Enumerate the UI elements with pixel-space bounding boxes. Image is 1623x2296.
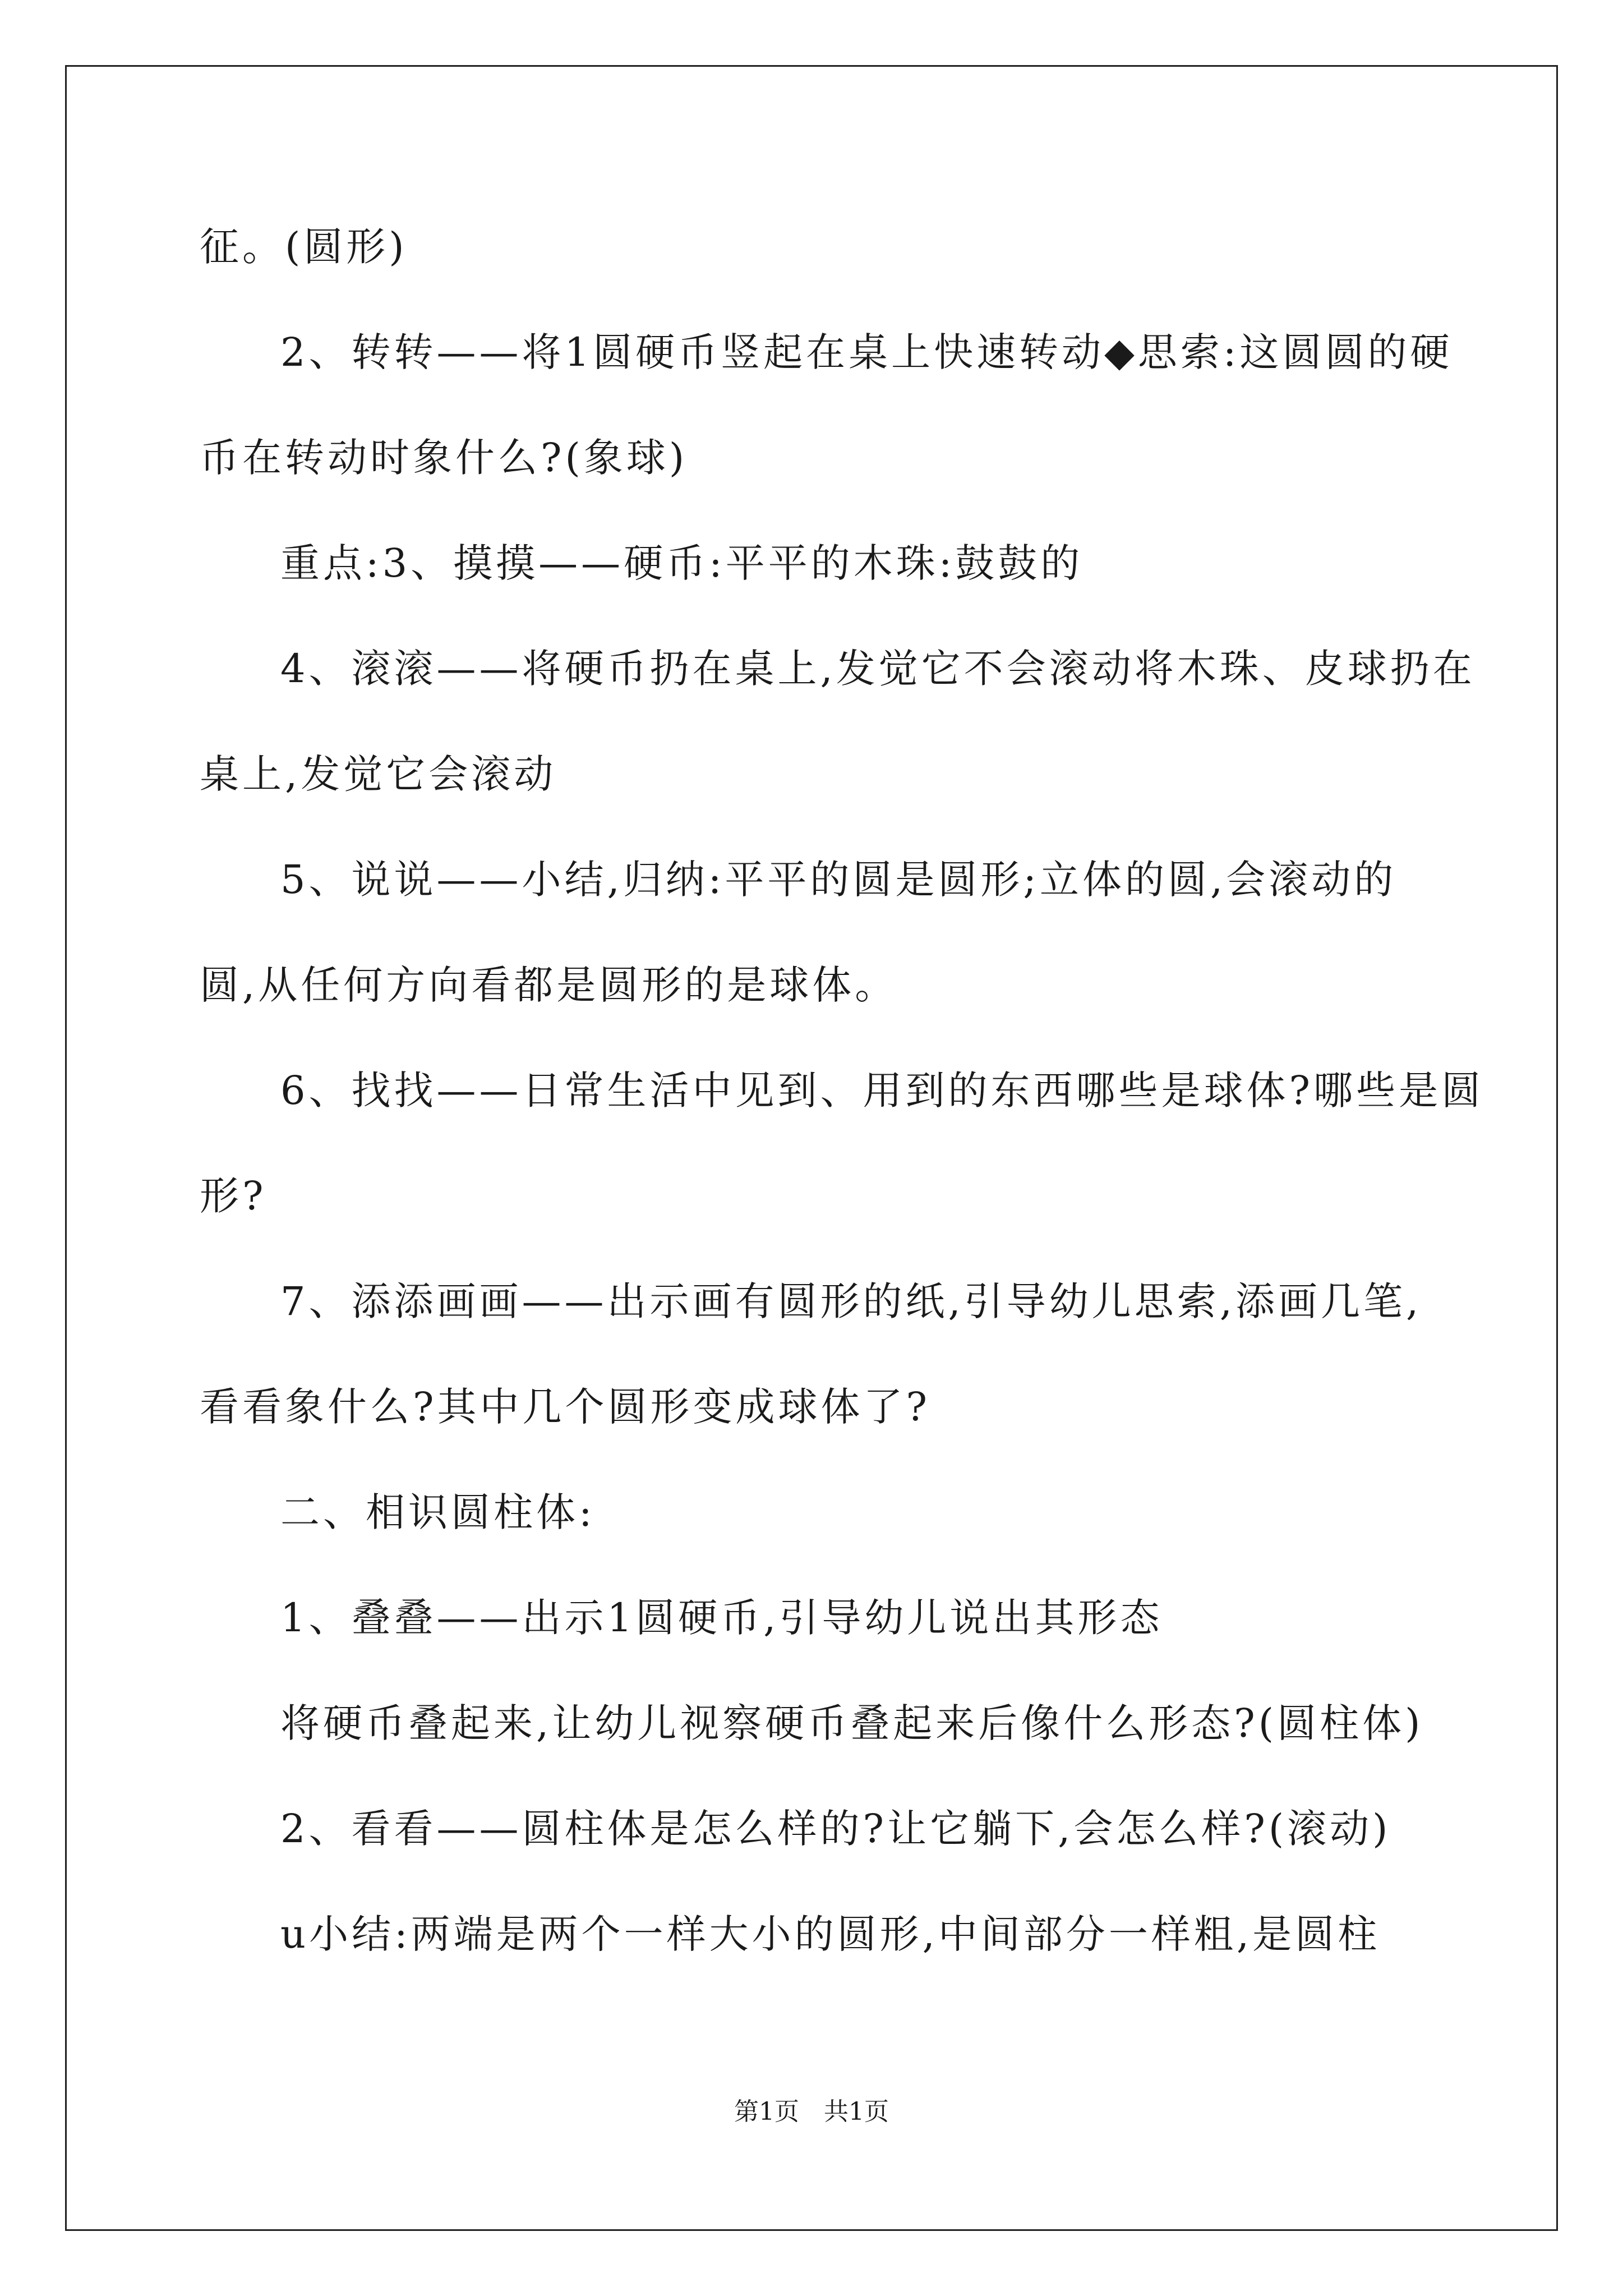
text-line: 7、添添画画——出示画有圆形的纸,引导幼儿思索,添画几笔, bbox=[280, 1278, 1422, 1324]
text-line: 形? bbox=[200, 1173, 267, 1219]
text-line: 圆,从任何方向看都是圆形的是球体。 bbox=[200, 962, 898, 1008]
text-line: 5、说说——小结,归纳:平平的圆是圆形;立体的圆,会滚动的 bbox=[280, 857, 1397, 903]
text-line: 1、叠叠——出示1圆硬币,引导幼儿说出其形态 bbox=[280, 1595, 1163, 1641]
text-line: 重点:3、摸摸——硬币:平平的木珠:鼓鼓的 bbox=[280, 540, 1083, 586]
page-footer: 第1页 共1页 bbox=[734, 2097, 889, 2126]
text-line: 4、滚滚——将硬币扔在桌上,发觉它不会滚动将木珠、皮球扔在 bbox=[280, 646, 1476, 692]
text-line: 看看象什么?其中几个圆形变成球体了? bbox=[200, 1384, 931, 1430]
text-line: 桌上,发觉它会滚动 bbox=[200, 751, 557, 797]
text-line: 征。(圆形) bbox=[200, 224, 408, 270]
text-line: 二、相识圆柱体: bbox=[280, 1489, 596, 1535]
text-line: u小结:两端是两个一样大小的圆形,中间部分一样粗,是圆柱 bbox=[280, 1911, 1381, 1957]
text-line: 将硬币叠起来,让幼儿视察硬币叠起来后像什么形态?(圆柱体) bbox=[280, 1700, 1424, 1746]
text-line: 2、看看——圆柱体是怎么样的?让它躺下,会怎么样?(滚动) bbox=[280, 1806, 1391, 1852]
text-line: 2、转转——将1圆硬币竖起在桌上快速转动◆思索:这圆圆的硬 bbox=[280, 329, 1453, 375]
text-line: 6、找找——日常生活中见到、用到的东西哪些是球体?哪些是圆 bbox=[280, 1068, 1484, 1114]
text-line: 币在转动时象什么?(象球) bbox=[200, 435, 688, 481]
